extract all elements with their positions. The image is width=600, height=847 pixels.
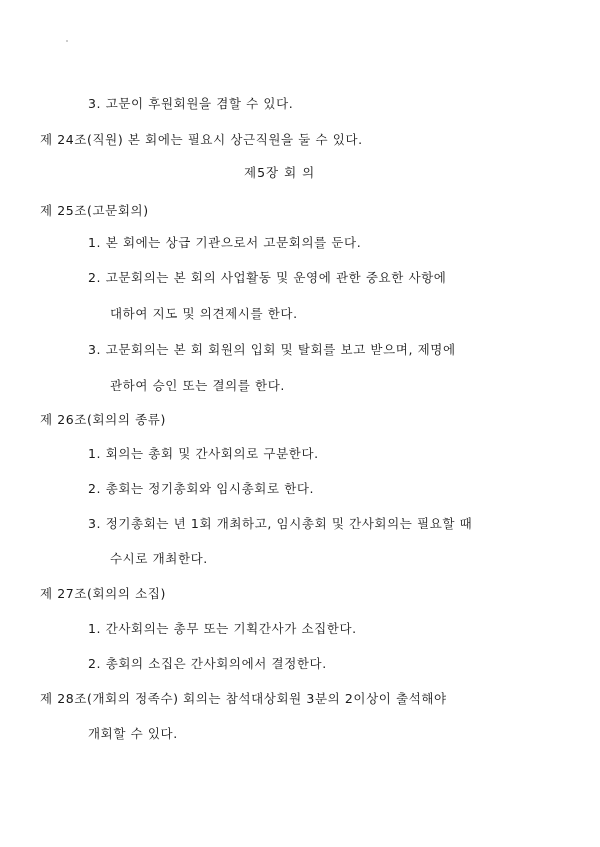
article-25-item-3-cont: 관하여 승인 또는 결의를 한다. bbox=[110, 378, 285, 393]
article-27-title: 제 27조(회의의 소집) bbox=[40, 586, 166, 601]
article-27-item-1: 1. 간사회의는 총무 또는 기획간사가 소집한다. bbox=[88, 621, 357, 636]
article-27-item-2: 2. 총회의 소집은 간사회의에서 결정한다. bbox=[88, 656, 327, 671]
article-25-item-2-cont: 대하여 지도 및 의견제시를 한다. bbox=[110, 306, 298, 321]
article-23-item-3: 3. 고문이 후원회원을 겸할 수 있다. bbox=[88, 96, 294, 111]
article-25-item-2: 2. 고문회의는 본 회의 사업활동 및 운영에 관한 중요한 사항에 bbox=[88, 270, 447, 285]
article-25-item-1: 1. 본 회에는 상급 기관으로서 고문회의를 둔다. bbox=[88, 235, 362, 250]
article-28-cont: 개회할 수 있다. bbox=[88, 726, 178, 741]
article-25-title: 제 25조(고문회의) bbox=[40, 203, 149, 218]
article-28: 제 28조(개회의 정족수) 회의는 참석대상회원 3분의 2이상이 출석해야 bbox=[40, 691, 447, 706]
article-25-item-3: 3. 고문회의는 본 회 회원의 입회 및 탈회를 보고 받으며, 제명에 bbox=[88, 342, 456, 357]
chapter-5-heading: 제5장 회 의 bbox=[244, 165, 316, 180]
scan-speck bbox=[66, 40, 68, 42]
article-26-item-3: 3. 정기총회는 년 1회 개최하고, 임시총회 및 간사회의는 필요할 때 bbox=[88, 516, 473, 531]
article-26-title: 제 26조(회의의 종류) bbox=[40, 412, 166, 427]
article-24: 제 24조(직원) 본 회에는 필요시 상근직원을 둘 수 있다. bbox=[40, 132, 363, 147]
article-26-item-3-cont: 수시로 개최한다. bbox=[110, 551, 208, 566]
article-26-item-2: 2. 총회는 정기총회와 임시총회로 한다. bbox=[88, 481, 315, 496]
article-26-item-1: 1. 회의는 총회 및 간사회의로 구분한다. bbox=[88, 446, 319, 461]
